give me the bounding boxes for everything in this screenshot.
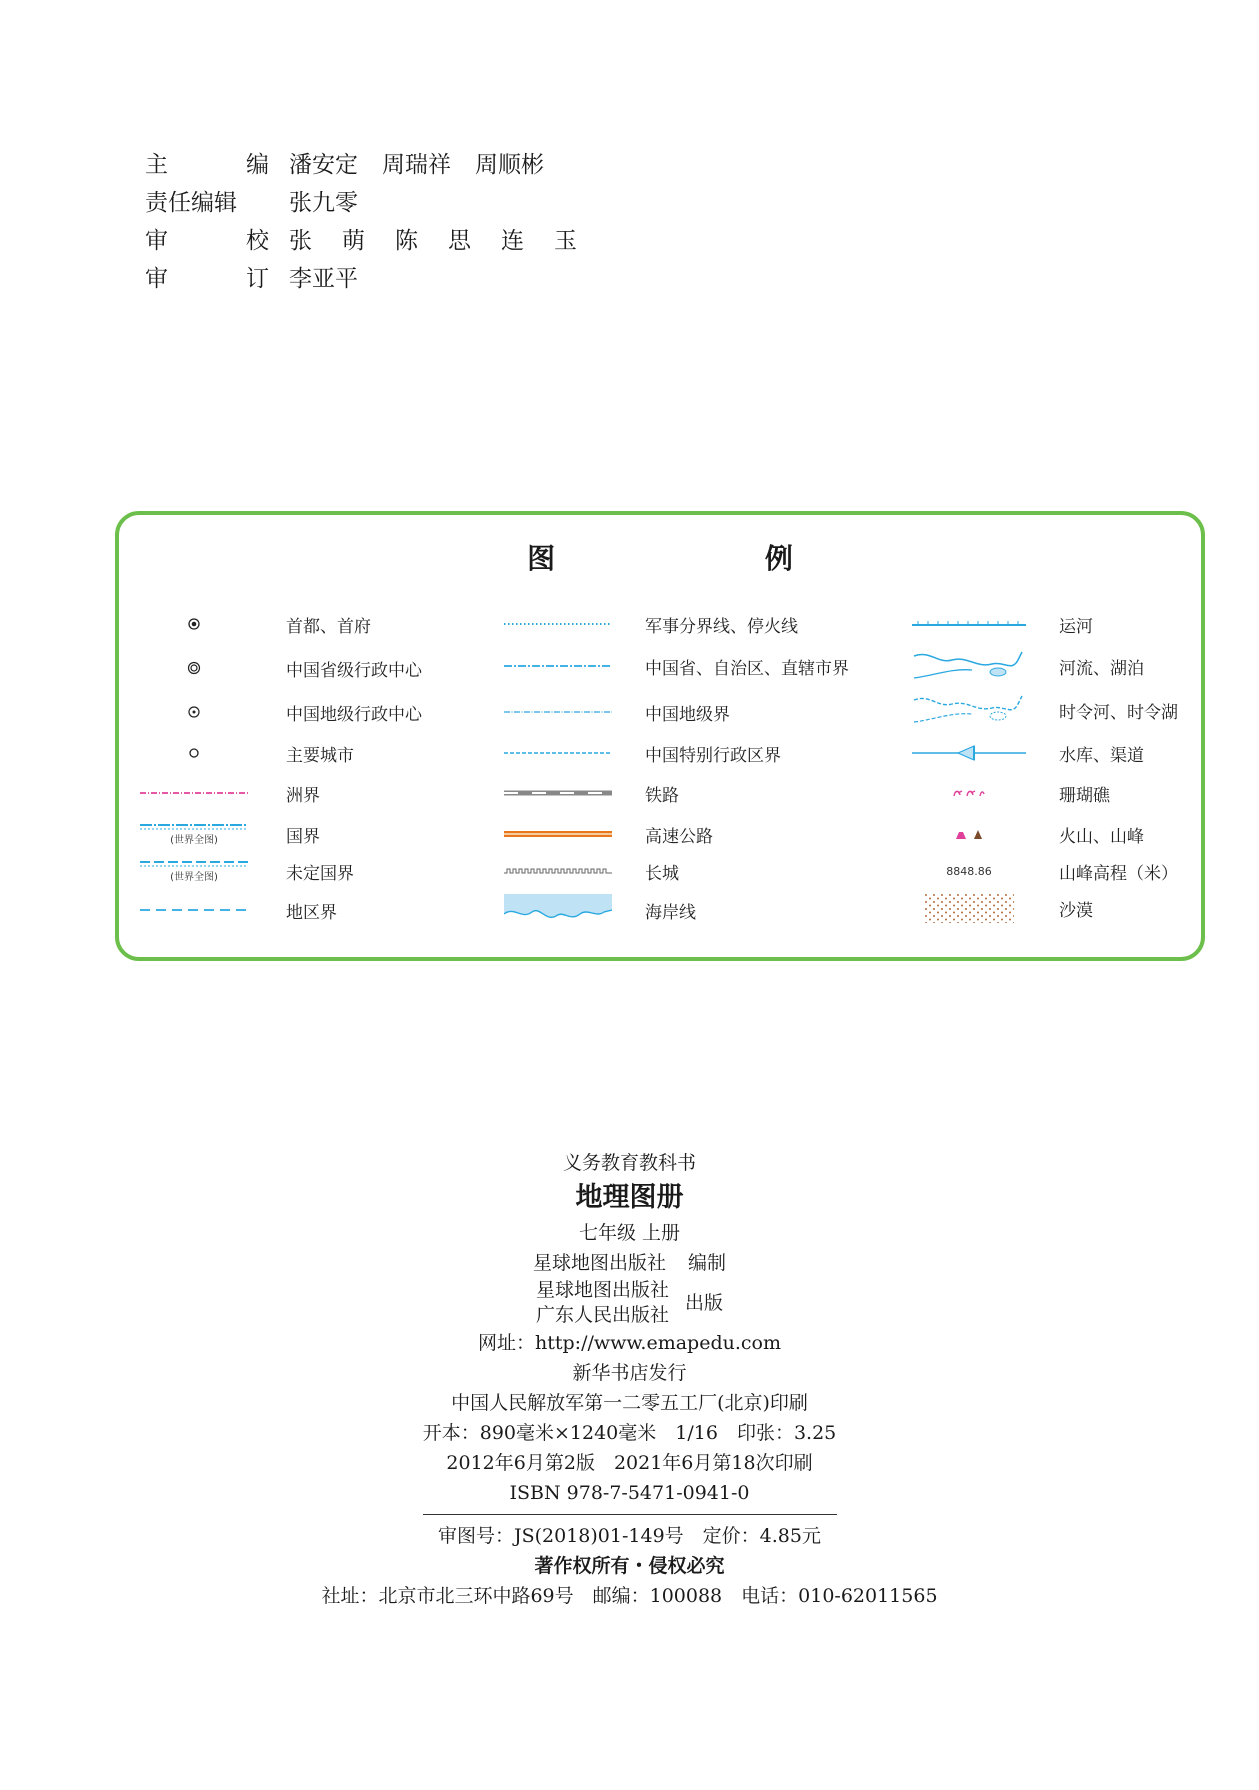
credit-row-responsible-editor: [145, 181, 577, 219]
legend-item-elevation: [911, 851, 1178, 891]
legend-sub-note: (世界全图): [170, 834, 218, 846]
grade-volume: 七年级 上册: [578, 1222, 681, 1244]
divider: [423, 1514, 837, 1515]
national-boundary-line: [139, 823, 249, 846]
military-line: [503, 621, 613, 627]
prefectural-center-icon: [139, 705, 249, 719]
legend-label: 火山、山峰: [1059, 826, 1144, 847]
legend-label: 首都、首府: [286, 616, 371, 637]
legend-item-expressway: [503, 814, 713, 854]
approval-price: 审图号：JS(2018)01-149号 定价：4.85元: [438, 1525, 821, 1547]
legend-item-desert: [911, 888, 1093, 928]
credit-names: [289, 146, 544, 179]
person-name: 张九零: [289, 189, 358, 216]
legend-label: 运河: [1059, 616, 1093, 637]
legend-label: 中国地级行政中心: [286, 704, 422, 725]
person-name: 周瑞祥: [382, 151, 451, 178]
person-name-char: 萌: [342, 227, 365, 254]
desert-icon: [911, 893, 1027, 923]
publisher-name: 广东人民出版社: [535, 1304, 669, 1326]
major-city-icon: [139, 747, 249, 759]
book-title: 地理图册: [575, 1182, 684, 1213]
railway-line: [503, 789, 613, 797]
person-name: 周顺彬: [475, 151, 544, 178]
person-name: 李亚平: [289, 265, 358, 292]
legend-item-reservoir-canal: [911, 733, 1144, 773]
legend-label: 军事分界线、停火线: [645, 616, 798, 637]
legend-item-capital: [139, 604, 371, 644]
compiler-name: 星球地图出版社: [532, 1252, 666, 1274]
legend-item-continent-boundary: [139, 773, 320, 813]
role-char: 审: [145, 265, 168, 292]
isbn: ISBN 978-7-5471-0941-0: [509, 1482, 750, 1504]
legend-title-right: 例: [764, 542, 793, 575]
river-lake-icon: [911, 648, 1027, 684]
province-boundary-line: [503, 663, 613, 669]
credit-role: [145, 260, 269, 293]
seasonal-river-icon: [911, 692, 1027, 728]
legend-item-major-city: [139, 733, 354, 773]
legend-item-coastline: [503, 890, 696, 930]
edition-info: 2012年6月第2版 2021年6月第18次印刷: [446, 1452, 813, 1474]
legend-label: 未定国界: [286, 863, 354, 884]
compiler-line: [0, 1248, 1259, 1278]
volcano-peak-icon: [911, 827, 1027, 841]
credit-names: [289, 222, 577, 255]
person-name-char: 连: [501, 227, 524, 254]
format-spec: 开本：890毫米×1240毫米 1/16 印张：3.25: [422, 1422, 837, 1444]
legend-item-railway: [503, 773, 679, 813]
legend-item-provincial-center: [139, 648, 422, 688]
role-char: 订: [246, 265, 269, 292]
legend-label: 主要城市: [286, 745, 354, 766]
legend-label: 时令河、时令湖: [1059, 702, 1178, 723]
region-boundary-line: [139, 907, 249, 913]
legend-label: 河流、湖泊: [1059, 658, 1144, 679]
legend-item-sar-boundary: [503, 733, 781, 773]
great-wall-line: [503, 866, 613, 876]
reservoir-canal-icon: [911, 745, 1027, 761]
legend-item-military-line: [503, 604, 798, 644]
undefined-boundary-line: [139, 860, 249, 883]
legend-label: 铁路: [645, 785, 679, 806]
publisher-line: [0, 1278, 1259, 1328]
legend-item-prefecture-boundary: [503, 692, 730, 732]
legend-label: 长城: [645, 863, 679, 884]
expressway-line: [503, 830, 613, 838]
legend-label: 珊瑚礁: [1059, 785, 1110, 806]
publisher-block: [536, 1278, 723, 1328]
legend-item-volcano-peak: [911, 814, 1144, 854]
legend-title-left: 图: [527, 542, 556, 575]
credit-role: [145, 184, 269, 217]
credit-row-proofreader: [145, 219, 577, 257]
legend-item-river-lake: [911, 646, 1144, 686]
legend-label: 洲界: [286, 785, 320, 806]
credit-row-reviewer: [145, 257, 577, 295]
legend-label: 中国地级界: [645, 704, 730, 725]
sar-boundary-line: [503, 750, 613, 756]
legend-item-region-boundary: [139, 890, 337, 930]
person-name-char: 思: [448, 227, 471, 254]
legend-item-great-wall: [503, 851, 679, 891]
elevation-sample: 8848.86: [946, 864, 992, 878]
legend-label: 山峰高程（米）: [1059, 863, 1178, 884]
website: 网址：http://www.emapedu.com: [478, 1332, 781, 1354]
distributor: 新华书店发行: [572, 1362, 687, 1384]
legend-label: 中国省、自治区、直辖市界: [645, 658, 849, 679]
legend-label: 沙漠: [1059, 900, 1093, 921]
credit-row-chief-editor: [145, 143, 577, 181]
map-legend: [115, 511, 1205, 961]
legend-title: [119, 537, 1201, 577]
legend-label: 中国省级行政中心: [286, 660, 422, 681]
role-char: 校: [246, 227, 269, 254]
coastline-icon: [503, 894, 613, 926]
publisher-name: 星球地图出版社: [535, 1279, 669, 1301]
role-char: 审: [145, 227, 168, 254]
credit-names: [289, 260, 358, 293]
legend-label: 高速公路: [645, 826, 713, 847]
credits-block: [145, 143, 577, 295]
coral-reef-icon: [911, 787, 1027, 799]
printer: 中国人民解放军第一二零五工厂(北京)印刷: [451, 1392, 808, 1414]
continent-boundary-line: [139, 789, 249, 797]
imprint-block: [0, 1148, 1259, 1611]
legend-item-seasonal-river: [911, 690, 1178, 730]
series-name: 义务教育教科书: [562, 1152, 696, 1174]
person-name-char: 张: [289, 227, 312, 254]
person-name-char: 陈: [395, 227, 418, 254]
role-char: 主: [145, 151, 168, 178]
legend-label: 地区界: [286, 902, 337, 923]
publisher-address: 社址：北京市北三环中路69号 邮编：100088 电话：010-62011565: [321, 1585, 938, 1607]
compiler-role: 编制: [688, 1252, 727, 1274]
legend-label: 国界: [286, 826, 320, 847]
provincial-center-icon: [139, 661, 249, 675]
legend-item-canal: [911, 604, 1093, 644]
person-name: 潘安定: [289, 151, 358, 178]
publisher-names: [536, 1278, 669, 1328]
legend-label: 海岸线: [645, 902, 696, 923]
role-text: 责任编辑: [145, 189, 237, 216]
legend-item-national-boundary: [139, 814, 320, 854]
legend-item-prefectural-center: [139, 692, 422, 732]
legend-item-coral-reef: [911, 773, 1110, 813]
capital-icon: [139, 617, 249, 631]
role-char: 编: [246, 151, 269, 178]
legend-item-undefined-boundary: [139, 851, 354, 891]
credit-role: [145, 146, 269, 179]
prefecture-boundary-line: [503, 709, 613, 715]
elevation-label: [911, 865, 1027, 878]
legend-item-province-boundary: [503, 646, 849, 686]
credit-names: [289, 184, 358, 217]
credit-role: [145, 222, 269, 255]
person-name-char: 玉: [554, 227, 577, 254]
legend-label: 中国特别行政区界: [645, 745, 781, 766]
publisher-role: 出版: [685, 1291, 724, 1314]
legend-sub-note: (世界全图): [170, 871, 218, 883]
legend-label: 水库、渠道: [1059, 745, 1144, 766]
copyright-notice: 著作权所有・侵权必究: [534, 1555, 725, 1577]
canal-line: [911, 619, 1027, 629]
